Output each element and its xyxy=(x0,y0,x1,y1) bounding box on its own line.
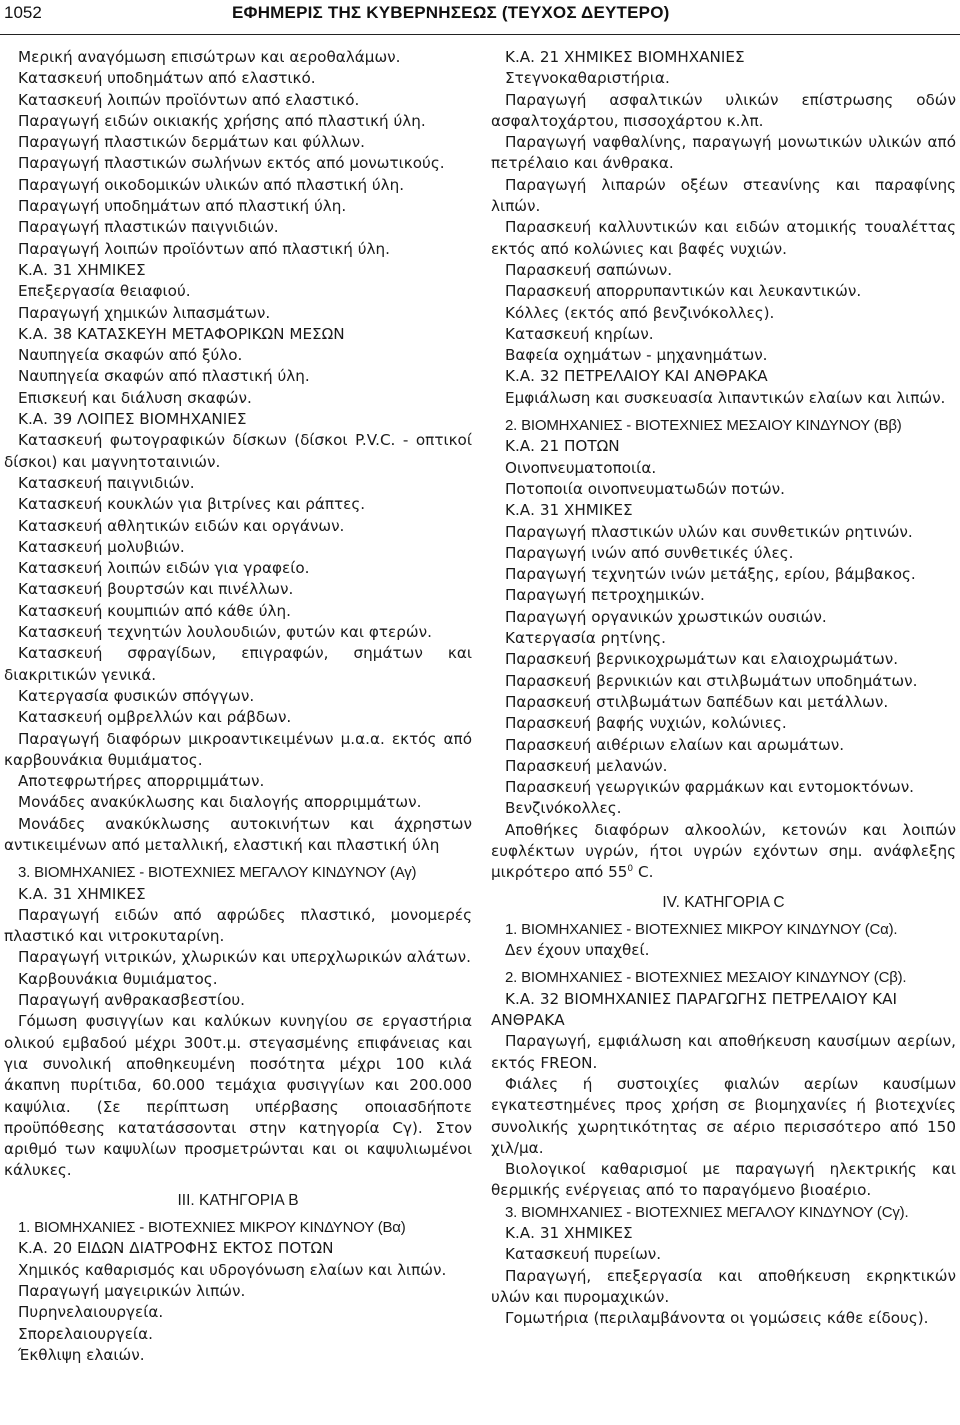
paragraph: Κατασκευή κουμπιών από κάθε ύλη. xyxy=(18,601,291,620)
left-column xyxy=(4,47,472,1366)
paragraph: Μερική αναγόμωση επισώτρων και αεροθαλάμων. xyxy=(18,48,401,66)
paragraph: Στεγνοκαθαριστήρια. xyxy=(505,69,670,88)
section-code: Κ.Α. 31 ΧΗΜΙΚΕΣ xyxy=(505,501,633,520)
paragraph: Εμφιάλωση και συσκευασία λιπαντικών ελαίων και λιπών. xyxy=(505,388,946,407)
paragraph: Κατασκευή σφραγίδων, επιγραφών, σημάτων και διακριτικών γενικά. xyxy=(4,644,472,684)
paragraph: Κατασκευή κουκλών για βιτρίνες και ράπτες. xyxy=(18,495,366,514)
paragraph: Πυρηνελαιουργεία. xyxy=(18,1303,164,1322)
paragraph: Παραγωγή ναφθαλίνης, παραγωγή μονωτικών υλικών από πετρέλαιο και άνθρακα. xyxy=(491,133,956,173)
section-heading: 1. ΒΙΟΜΗΧΑΝΙΕΣ - ΒΙΟΤΕΧΝΙΕΣ ΜΙΚΡΟΥ ΚΙΝΔΥΝΟΥ (Βα) xyxy=(18,1219,406,1237)
celsius-unit: C. xyxy=(637,863,654,882)
paragraph: Κατασκευή πυρείων. xyxy=(505,1245,662,1264)
page-number: 1052 xyxy=(4,3,42,22)
paragraph: Βενζινόκολλες. xyxy=(505,799,622,818)
paragraph: Δεν έχουν υπαχθεί. xyxy=(505,941,650,960)
paragraph: Κατασκευή αθλητικών ειδών και οργάνων. xyxy=(18,516,345,535)
section-code: Κ.Α. 32 ΠΕΤΡΕΛΑΙΟΥ ΚΑΙ ΑΝΘΡΑΚΑ xyxy=(505,367,768,386)
paragraph: Κόλλες (εκτός από βενζινόκολλες). xyxy=(505,303,775,322)
section-heading: 3. ΒΙΟΜΗΧΑΝΙΕΣ - ΒΙΟΤΕΧΝΙΕΣ ΜΕΓΑΛΟΥ ΚΙΝΔΥΝΟΥ (Αγ) xyxy=(18,864,417,882)
paragraph: Κατασκευή ομβρελλών και ράβδων. xyxy=(18,708,292,727)
flash-point-text: Αποθήκες διαφόρων αλκοολών, κετονών και λοιπών ευφλέκτων υγρών, ήτοι υγρών εχόντων σημ. ανάφλεξης μικρότερο από 55 xyxy=(491,820,956,882)
paragraph: Παραγωγή διαφόρων μικροαντικειμένων μ.α.α. εκτός από καρβουνάκια θυμιάματος. xyxy=(4,729,472,769)
paragraph: Κατεργασία φυσικών σπόγγων. xyxy=(18,686,255,705)
paragraph: Κατασκευή λοιπών προϊόντων από ελαστικό. xyxy=(18,90,360,109)
paragraph: Κατασκευή υποδημάτων από ελαστικό. xyxy=(18,69,316,88)
paragraph: Καρβουνάκια θυμιάματος. xyxy=(18,969,218,988)
paragraph: Κατασκευή μολυβιών. xyxy=(18,537,185,556)
section-code: Κ.Α. 32 ΒΙΟΜΗΧΑΝΙΕΣ ΠΑΡΑΓΩΓΗΣ ΠΕΤΡΕΛΑΙΟΥ ΚΑΙ ΑΝΘΡΑΚΑ xyxy=(491,989,897,1030)
paragraph: Ναυπηγεία σκαφών από ξύλο. xyxy=(18,346,243,365)
paragraph: Παραγωγή τεχνητών ινών μετάξης, ερίου, βάμβακος. xyxy=(505,565,916,584)
paragraph: Παρασκευή σαπώνων. xyxy=(505,260,673,279)
paragraph: Παραγωγή πλαστικών δερμάτων και φύλλων. xyxy=(18,133,365,152)
paragraph: Παραγωγή λιπαρών οξέων στεανίνης και παραφίνης λιπών. xyxy=(491,175,956,216)
paragraph: Παρασκευή βαφής νυχιών, κολώνιες. xyxy=(505,714,787,733)
section-code: Κ.Α. 21 ΠΟΤΩΝ xyxy=(505,437,620,456)
degree-superscript: 0 xyxy=(627,864,634,875)
paragraph: Μονάδες ανακύκλωσης και διαλογής απορριμμάτων. xyxy=(18,793,422,812)
section-heading: 1. ΒΙΟΜΗΧΑΝΙΕΣ - ΒΙΟΤΕΧΝΙΕΣ ΜΙΚΡΟΥ ΚΙΝΔΥΝΟΥ (Cα). xyxy=(505,920,898,938)
section-heading: 2. ΒΙΟΜΗΧΑΝΙΕΣ - ΒΙΟΤΕΧΝΙΕΣ ΜΕΣΑΙΟΥ ΚΙΝΔΥΝΟΥ (Cβ). xyxy=(505,969,907,987)
paragraph: Σπορελαιουργεία. xyxy=(18,1324,153,1343)
paragraph: Παρασκευή καλλυντικών και ειδών ατομικής τουαλέττας εκτός από κολώνιες και βαφές νυχιών. xyxy=(491,218,956,258)
paragraph: Γόμωση φυσιγγίων και καλύκων κυνηγίου σε εργαστήρια ολικού εμβαδού μέχρι 300τ.μ. στεγασμένης επιφάνειας και για συνολική αποθηκευμένη ποσότητα μέχρι 100 κιλά άκαπνη πυρίτιδα, 60.000 τεμάχια φυσιγγίων και 200.000 καψύλια. (Σε περίπτωση υπέρβασης οποιασδήποτε προϋπόθεσης κατατάσσονται στην κατηγορία Cγ). Στον αριθμό των καψυλίων προσμετρώνται και οι καψυλιωμένοι κάλυκες. xyxy=(4,1012,472,1180)
paragraph: Επεξεργασία θειαφιού. xyxy=(18,282,191,301)
paragraph: Βιολογικοί καθαρισμοί με παραγωγή ηλεκτρικής και θερμικής ενέργειας από το παραγόμενο βιοαέριο. xyxy=(491,1160,956,1200)
paragraph xyxy=(491,820,956,884)
section-code: Κ.Α. 31 ΧΗΜΙΚΕΣ xyxy=(18,260,146,279)
paragraph: Βαφεία οχημάτων - μηχανημάτων. xyxy=(505,346,768,365)
paragraph: Αποτεφρωτήρες απορριμμάτων. xyxy=(18,772,265,791)
section-code: Κ.Α. 31 ΧΗΜΙΚΕΣ xyxy=(505,1224,633,1243)
paragraph: Ποτοποιία οινοπνευματωδών ποτών. xyxy=(505,479,785,498)
paragraph: Παρασκευή απορρυπαντικών και λευκαντικών. xyxy=(505,282,862,301)
paragraph: Κατασκευή παιγνιδιών. xyxy=(18,473,195,492)
category-heading: IV. ΚΑΤΗΓΟΡΙΑ C xyxy=(662,893,785,911)
paragraph: Κατασκευή φωτογραφικών δίσκων (δίσκοι P.V.C. - οπτικοί δίσκοι) και μαγνητοταινιών. xyxy=(4,431,472,471)
paragraph: Επισκευή και διάλυση σκαφών. xyxy=(18,388,252,407)
paragraph: Παραγωγή νιτρικών, χλωρικών και υπερχλωρικών αλάτων. xyxy=(18,948,471,967)
section-code: Κ.Α. 39 ΛΟΙΠΕΣ ΒΙΟΜΗΧΑΝΙΕΣ xyxy=(18,410,247,429)
paragraph: Οινοπνευματοποιία. xyxy=(505,458,657,477)
paragraph: Κατεργασία ρητίνης. xyxy=(505,629,666,648)
paragraph: Παρασκευή γεωργικών φαρμάκων και εντομοκτόνων. xyxy=(505,778,915,797)
page-header xyxy=(0,0,960,35)
paragraph: Παραγωγή υποδημάτων από πλαστική ύλη. xyxy=(18,197,347,216)
section-code: Κ.Α. 21 ΧΗΜΙΚΕΣ ΒΙΟΜΗΧΑΝΙΕΣ xyxy=(505,48,745,66)
paragraph: Έκθλιψη ελαιών. xyxy=(18,1345,145,1364)
paragraph: Παραγωγή ανθρακασβεστίου. xyxy=(18,991,245,1010)
paragraph: Παραγωγή πλαστικών παιγνιδιών. xyxy=(18,218,279,237)
paragraph: Παραγωγή ειδών οικιακής χρήσης από πλαστική ύλη. xyxy=(18,111,426,130)
paragraph: Παραγωγή, εμφιάλωση και αποθήκευση καυσίμων αερίων, εκτός FREON. xyxy=(491,1032,956,1072)
paragraph: Παραγωγή πετροχημικών. xyxy=(505,586,705,605)
paragraph: Παραγωγή ινών από συνθετικές ύλες. xyxy=(505,543,794,562)
paragraph: Παραγωγή λοιπών προϊόντων από πλαστική ύλη. xyxy=(18,239,390,258)
paragraph: Παρασκευή βερνικοχρωμάτων και ελαιοχρωμάτων. xyxy=(505,650,899,669)
paragraph: Παραγωγή μαγειρικών λιπών. xyxy=(18,1281,246,1300)
section-code: Κ.Α. 31 ΧΗΜΙΚΕΣ xyxy=(18,884,146,903)
section-heading: 2. ΒΙΟΜΗΧΑΝΙΕΣ - ΒΙΟΤΕΧΝΙΕΣ ΜΕΣΑΙΟΥ ΚΙΝΔΥΝΟΥ (Ββ) xyxy=(505,417,902,435)
paragraph: Φιάλες ή συστοιχίες φιαλών αερίων καυσίμων εγκατεστημένες προς χρήση σε βιομηχανίες ή βιοτεχνίες συνολικής χωρητικότητας σε αέριο περισσότερο από 150 χιλ/μα. xyxy=(491,1074,956,1157)
paragraph: Γομωτήρια (περιλαμβάνοντα οι γομώσεις κάθε είδους). xyxy=(505,1309,929,1328)
paragraph: Παραγωγή χημικών λιπασμάτων. xyxy=(18,303,271,322)
paragraph: Παρασκευή αιθέριων ελαίων και αρωμάτων. xyxy=(505,735,845,754)
category-heading: ΙΙΙ. ΚΑΤΗΓΟΡΙΑ Β xyxy=(177,1191,299,1209)
paragraph: Παραγωγή οργανικών χρωστικών ουσιών. xyxy=(505,607,827,626)
paragraph: Παρασκευή στιλβωμάτων δαπέδων και μετάλλων. xyxy=(505,692,889,711)
paragraph: Κατασκευή βουρτσών και πινέλλων. xyxy=(18,580,294,599)
paragraph: Ναυπηγεία σκαφών από πλαστική ύλη. xyxy=(18,367,310,386)
right-column xyxy=(491,47,956,1330)
paragraph: Κατασκευή λοιπών ειδών για γραφείο. xyxy=(18,559,310,578)
section-code: Κ.Α. 20 ΕΙΔΩΝ ΔΙΑΤΡΟΦΗΣ ΕΚΤΟΣ ΠΟΤΩΝ xyxy=(18,1239,334,1258)
paragraph: Παραγωγή οικοδομικών υλικών από πλαστική ύλη. xyxy=(18,175,405,194)
section-heading: 3. ΒΙΟΜΗΧΑΝΙΕΣ - ΒΙΟΤΕΧΝΙΕΣ ΜΕΓΑΛΟΥ ΚΙΝΔΥΝΟΥ (Cγ). xyxy=(505,1203,909,1221)
gazette-title: ΕΦΗΜΕΡΙΣ ΤΗΣ ΚΥΒΕΡΝΗΣΕΩΣ (ΤΕΥΧΟΣ ΔΕΥΤΕΡΟ) xyxy=(232,3,670,22)
paragraph: Χημικός καθαρισμός και υδρογόνωση ελαίων και λιπών. xyxy=(18,1260,447,1279)
paragraph: Κατασκευή κηρίων. xyxy=(505,324,654,343)
paragraph: Παραγωγή πλαστικών υλών και συνθετικών ρητινών. xyxy=(505,522,913,541)
paragraph: Παραγωγή πλαστικών σωλήνων εκτός από μονωτικούς. xyxy=(18,154,445,173)
paragraph: Παραγωγή, επεξεργασία και αποθήκευση εκρηκτικών υλών και πυρομαχικών. xyxy=(491,1266,956,1306)
paragraph: Παραγωγή ασφαλτικών υλικών επίστρωσης οδών ασφαλτοχάρτου, πισσοχάρτου κ.λπ. xyxy=(491,90,956,130)
paragraph: Παρασκευή βερνικιών και στιλβωμάτων υποδημάτων. xyxy=(505,671,918,690)
paragraph: Μονάδες ανακύκλωσης αυτοκινήτων και άχρηστων αντικειμένων από μεταλλική, ελαστική και πλαστική ύλη xyxy=(4,814,472,854)
paragraph: Κατασκευή τεχνητών λουλουδιών, φυτών και φτερών. xyxy=(18,623,432,642)
section-code: Κ.Α. 38 ΚΑΤΑΣΚΕΥΗ ΜΕΤΑΦΟΡΙΚΩΝ ΜΕΣΩΝ xyxy=(18,324,345,343)
paragraph: Παραγωγή ειδών από αφρώδες πλαστικό, μονομερές πλαστικό και νιτροκυταρίνη. xyxy=(4,905,472,946)
paragraph: Παρασκευή μελανών. xyxy=(505,756,668,775)
